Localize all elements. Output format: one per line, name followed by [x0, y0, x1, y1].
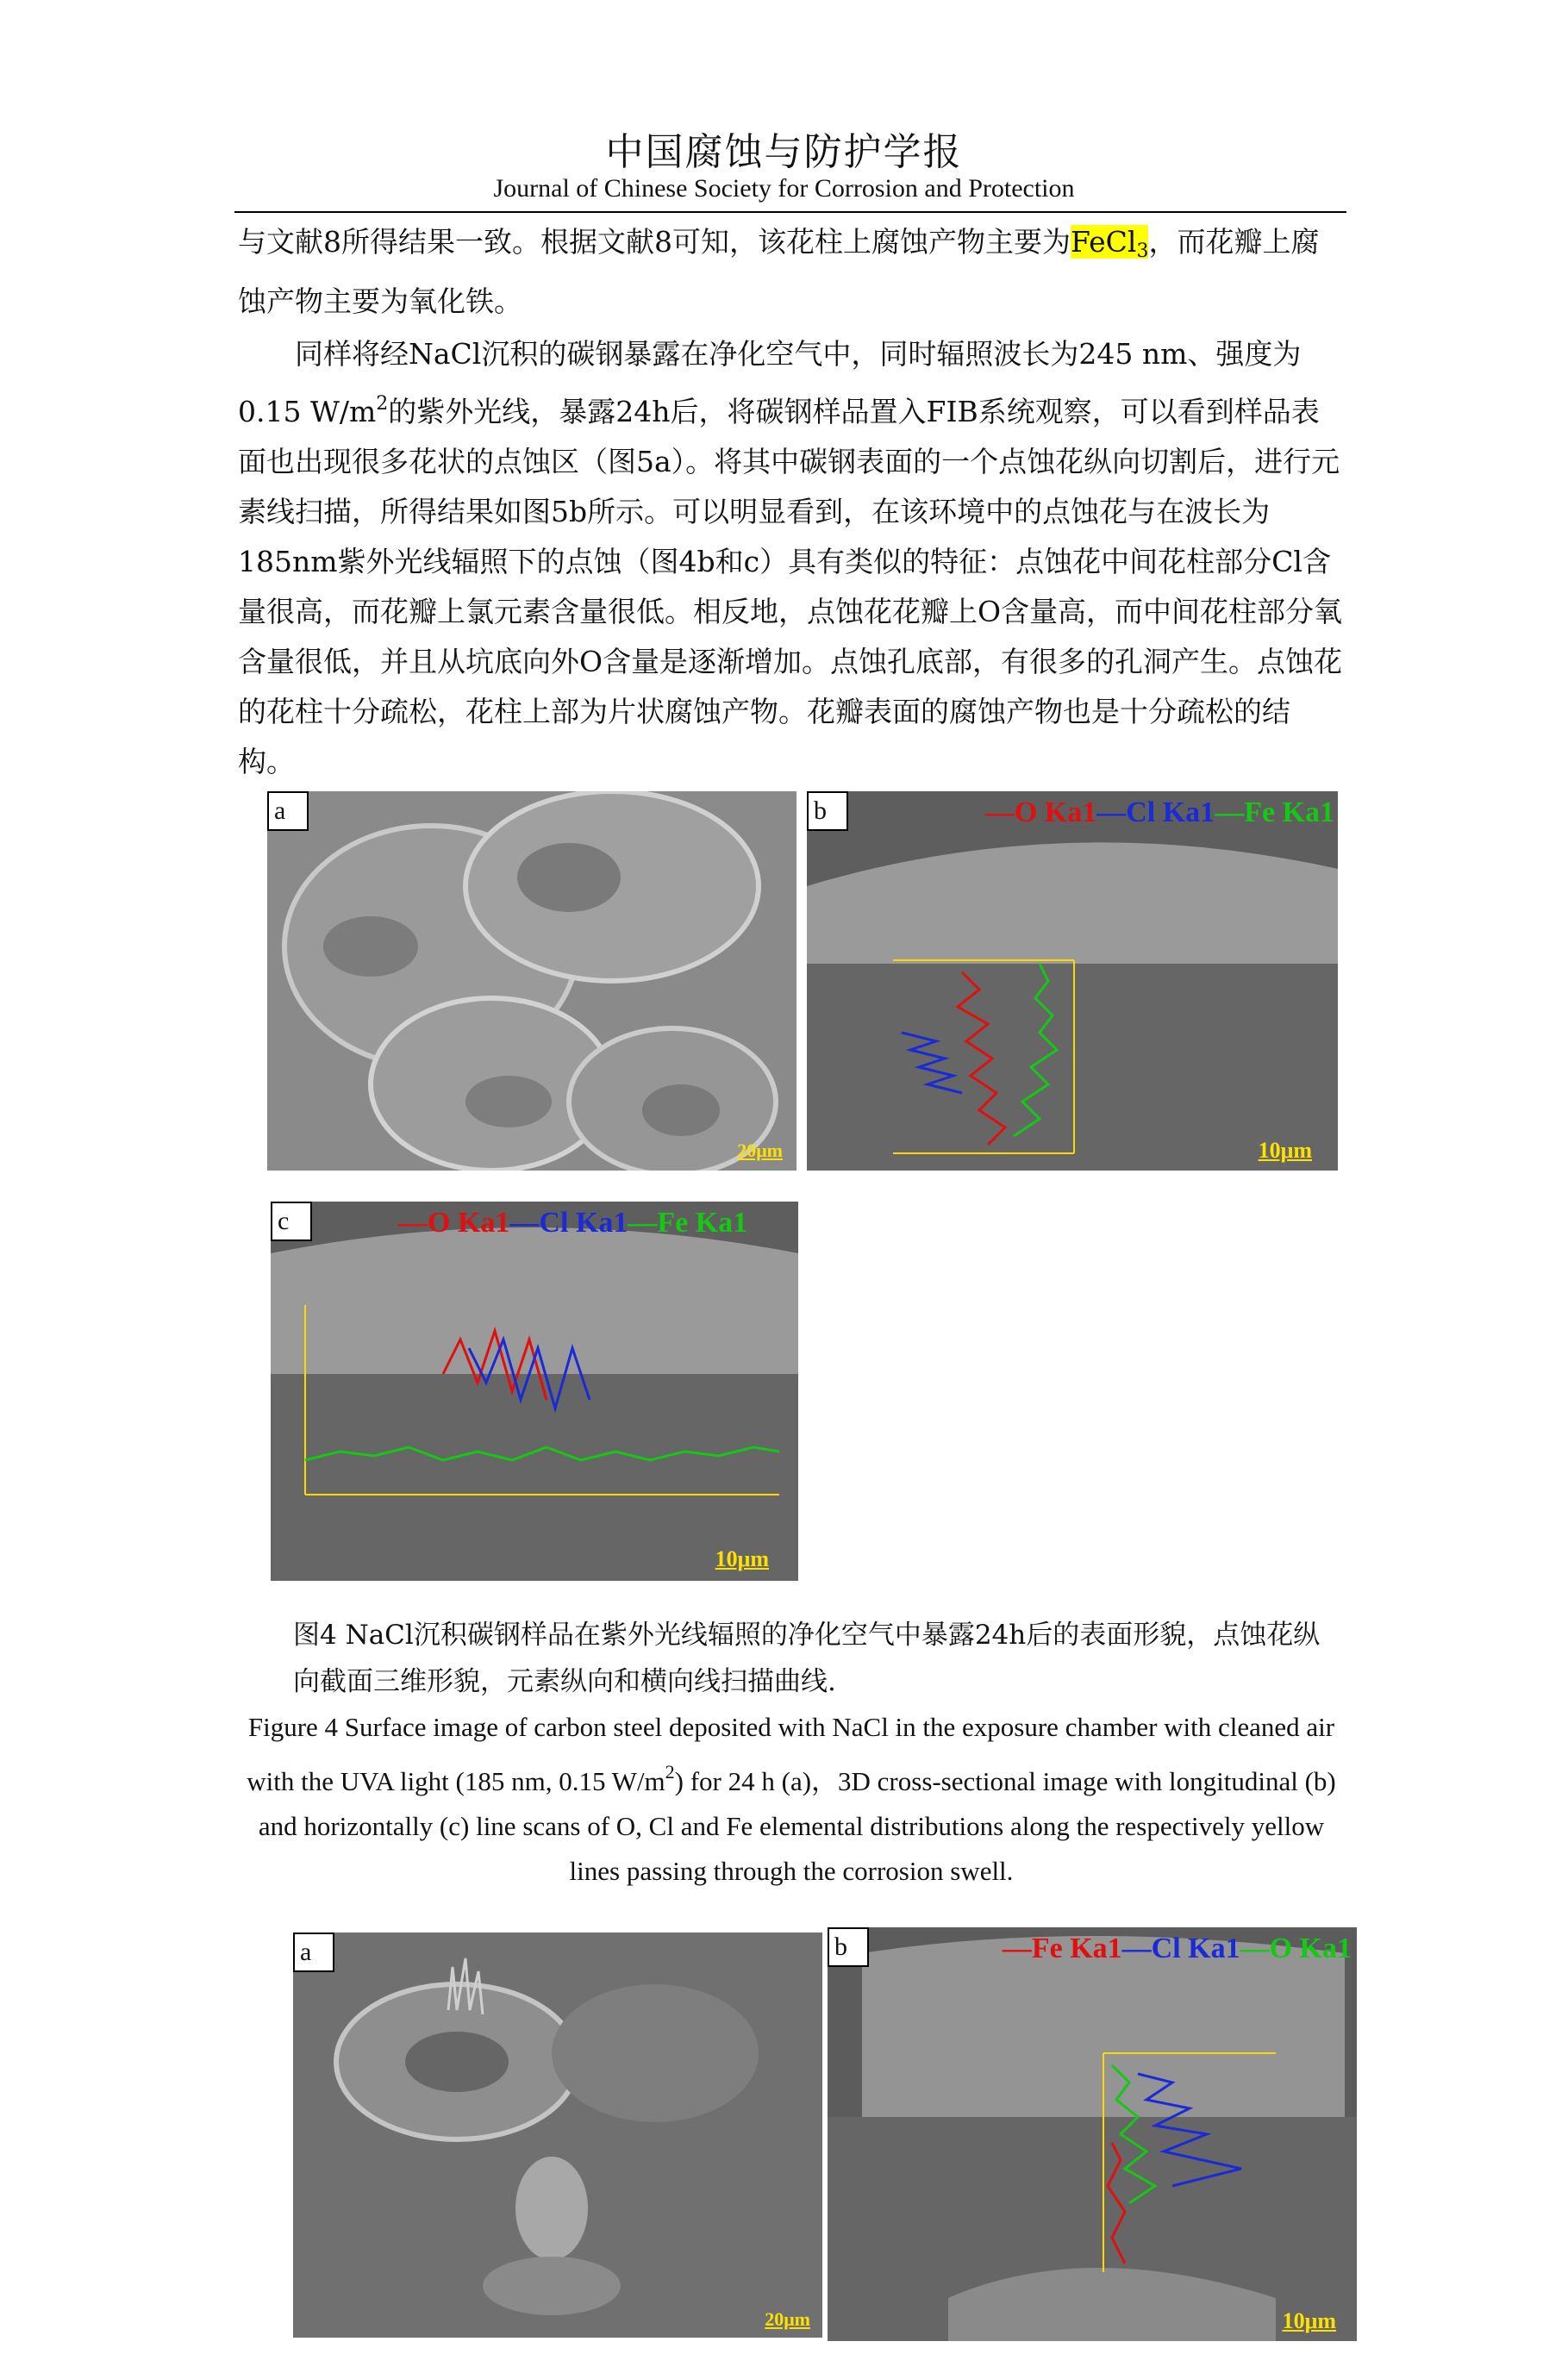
fig5a-scale-bar: 20μm — [765, 2308, 810, 2330]
fig4c-scale-bar: 10μm — [715, 1546, 769, 1571]
fig4b-legend-o: —O Ka1 — [984, 796, 1097, 828]
header-divider — [234, 211, 1346, 213]
fig4c-sem-image — [271, 1202, 798, 1581]
paragraph-1-part2: ，而花瓣上腐蚀产物主要为氧化铁。 — [238, 225, 1320, 318]
journal-title-en: Journal of Chinese Society for Corrosion and Protection — [493, 174, 1075, 203]
paragraph-2-part2: 的紫外光线，暴露24h后，将碳钢样品置入FIB系统观察，可以看到样品表面也出现很多花状的点蚀区（图5a）。将其中碳钢表面的一个点蚀花纵向切割后，进行元素线扫描，所得结果如图5b所示。可以明显看到，在该环境中的点蚀花与在波长为185nm紫外光线辐照下的点蚀（图4b和c）具有类似的特征：点蚀花中间花柱部分Cl含量很高，而花瓣上氯元素含量很低。相反地，点蚀花花瓣上O含量高，而中间花柱部分氧含量很低，并且从坑底向外O含量是逐渐增加。点蚀孔底部，有很多的孔洞产生。点蚀花的花柱十分疏松，花柱上部为片状腐蚀产物。花瓣表面的腐蚀产物也是十分疏松的结构。 — [238, 395, 1343, 778]
fig4c-label: c — [271, 1202, 312, 1241]
fig4a-scale-bar: 20μm — [737, 1140, 783, 1161]
fig4b-legend-fe: —Fe Ka1 — [1215, 796, 1334, 828]
paragraph-2-part1: 同样将经NaCl沉积的碳钢暴露在净化空气中，同时辐照波长为245 nm、强度为0.15 W/m — [238, 337, 1302, 428]
fig5a-label: a — [293, 1933, 334, 1972]
fig5b-scale-bar: 10μm — [1282, 2308, 1336, 2333]
paragraph-1-part1: 与文献8所得结果一致。根据文献8可知，该花柱上腐蚀产物主要为 — [238, 225, 1071, 259]
figure-4-caption-cn: 图4 NaCl沉积碳钢样品在紫外光线辐照的净化空气中暴露24h后的表面形貌，点蚀花纵向截面三维形貌，元素纵向和横向线扫描曲线. — [293, 1620, 1321, 1697]
fig4a-sem-image — [267, 791, 796, 1171]
fig4b-legend-cl: —Cl Ka1 — [1096, 796, 1215, 828]
fig5b-legend-cl: —Cl Ka1 — [1121, 1933, 1240, 1964]
fecl3-highlight — [1071, 225, 1149, 262]
fig4b-sem-drawing — [807, 791, 1338, 1171]
fig4b-sem-image — [807, 791, 1338, 1171]
fig5b-sem-image — [828, 1927, 1357, 2341]
caption-en-superscript: 2 — [665, 1761, 675, 1783]
fig4b-scale-bar: 10μm — [1258, 1138, 1312, 1163]
fig4c-legend-o: —O Ka1 — [398, 1207, 510, 1239]
caption-en-part1: Figure 4 Surface image of carbon steel deposited with NaCl in the exposure chamber with cleaned air with the UVA light (185 nm, 0.15 W/m — [247, 1712, 1335, 1796]
formula-subscript: 3 — [1136, 240, 1149, 262]
fig4b-label: b — [807, 791, 848, 831]
fig4c-legend-cl: —Cl Ka1 — [509, 1207, 628, 1239]
fig5b-legend-o: —O Ka1 — [1240, 1933, 1352, 1964]
paragraph-2-superscript: 2 — [376, 393, 389, 415]
paragraph-1 — [238, 217, 1345, 327]
fig4b-legend — [985, 796, 1334, 829]
paragraph-2 — [238, 329, 1345, 787]
fig5b-label: b — [828, 1927, 869, 1967]
figure-4-caption-en — [238, 1705, 1345, 1894]
fig4a-sem-drawing — [267, 791, 796, 1171]
fig5b-sem-drawing — [828, 1927, 1357, 2341]
formula-main: FeCl — [1071, 225, 1137, 259]
fig4c-legend-fe: —Fe Ka1 — [628, 1207, 748, 1239]
fig4c-sem-drawing — [271, 1202, 798, 1581]
journal-title-cn: 中国腐蚀与防护学报 — [605, 130, 963, 174]
fig4c-legend — [398, 1207, 747, 1239]
caption-en-part2: ) for 24 h (a)，3D cross-sectional image with longitudinal (b) and horizontally (c) line scans of O, Cl and Fe elemental distributions along the respectively yellow lines passing through the corrosion swell. — [258, 1766, 1336, 1886]
fig4a-label: a — [267, 791, 309, 831]
fig5a-sem-drawing — [293, 1933, 822, 2338]
fig5a-sem-image — [293, 1933, 822, 2338]
fig5b-legend-fe: —Fe Ka1 — [1002, 1933, 1122, 1964]
fig5b-legend — [1003, 1933, 1352, 1965]
